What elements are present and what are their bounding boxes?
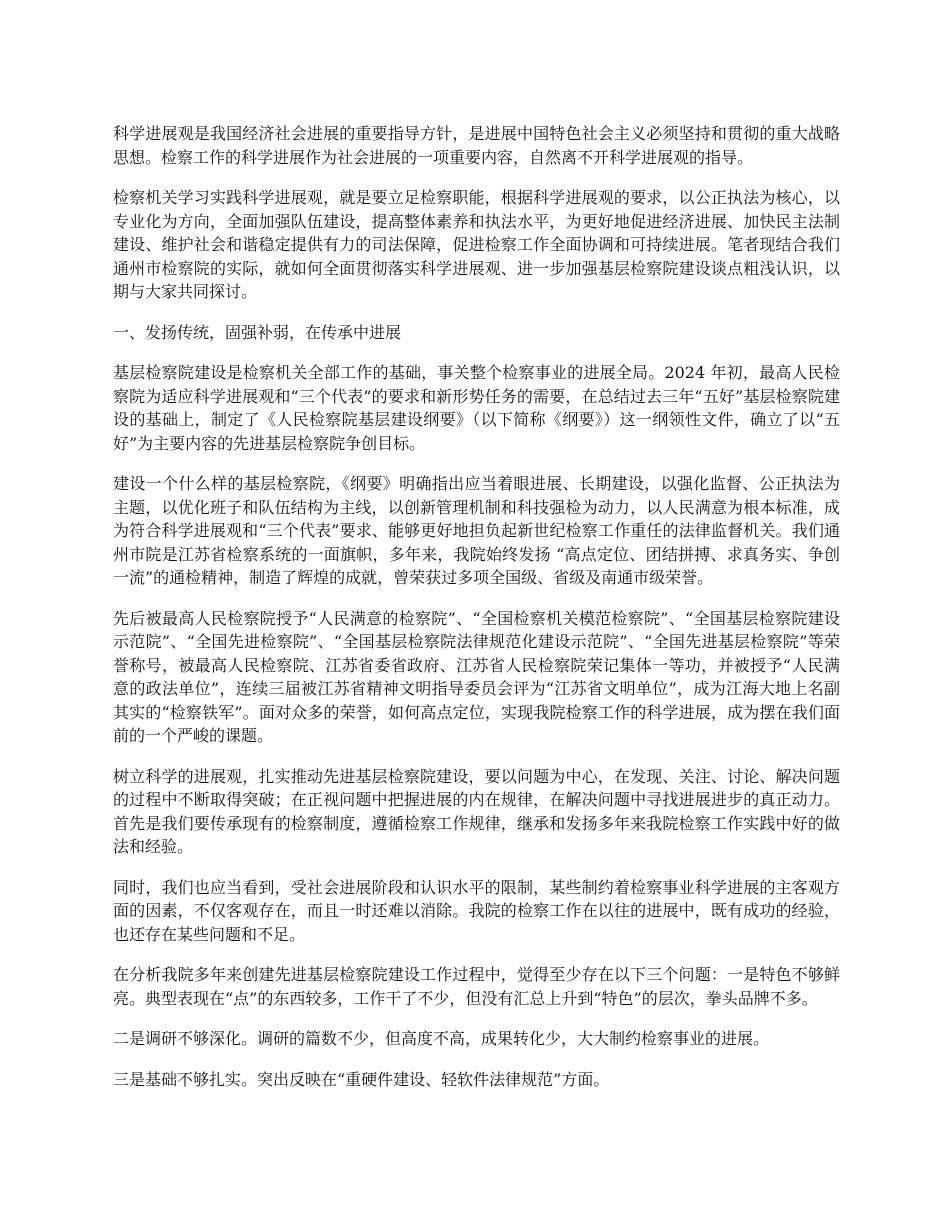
paragraph-research-depth: 二是调研不够深化。调研的篇数不少，但高度不高，成果转化少，大大制约检察事业的进展。 [113, 1029, 770, 1048]
paragraph-constraints: 同时，我们也应当看到，受社会进展阶段和认识水平的限制，某些制约着检察事业科学进展的主客观方面的因素，不仅客观存在，而且一时还难以消除。我院的检察工作在以往的进展中，既有成功的经验，也还存在某些问题和不足。 [113, 877, 840, 944]
paragraph-three-problems: 在分析我院多年来创建先进基层检察院建设工作过程中，觉得至少存在以下三个问题：一是特色不够鲜亮。典型表现在“点”的东西较多，工作干了不少，但没有汇总上升到“特色”的层次，拳头品牌不多。 [113, 965, 840, 1008]
paragraph-intro: 科学进展观是我国经济社会进展的重要指导方针，是进展中国特色社会主义必须坚持和贯彻的重大战略思想。检察工作的科学进展作为社会进展的一项重要内容，自然离不开科学进展观的指导。 [113, 124, 840, 167]
paragraph-problem-centered: 树立科学的进展观，扎实推动先进基层检察院建设，要以问题为中心，在发现、关注、讨论、解决问题的过程中不断取得突破；在正视问题中把握进展的内在规律，在解决问题中寻找进展进步的真正动力。首先是我们要传承现有的检察制度，遵循检察工作规律，继承和发扬多年来我院检察工作实践中好的做法和经验。 [113, 766, 840, 856]
section-heading-1: 一、发扬传统，固强补弱，在传承中进展 [113, 322, 402, 342]
paragraph-foundation: 三是基础不够扎实。突出反映在“重硬件建设、轻软件法律规范”方面。 [113, 1069, 610, 1089]
paragraph-honors: 先后被最高人民检察院授予“人民满意的检察院”、“全国检察机关模范检察院”、“全国基层检察院建设示范院”、“全国先进检察院”、“全国基层检察院法律规范化建设示范院”、“全国先进基层检察院”等荣誉称号，被最高人民检察院、江苏省委省政府、江苏省人民检察院荣记集体一等功，并被授予“人民满意的政法单位”，连续三届被江苏省精神文明指导委员会评为“江苏省文明单位”，成为江海大地上名副其实的“检察铁军”。面对众多的荣誉，如何高点定位，实现我院检察工作的科学进展，成为摆在我们面前的一个严峻的课题。 [113, 608, 840, 745]
paragraph-study-practice: 检察机关学习实践科学进展观，就是要立足检察职能，根据科学进展观的要求，以公正执法为核心，以专业化为方向，全面加强队伍建设，提高整体素养和执法水平，为更好地促进经济进展、加快民主法制建设、维护社会和谐稳定提供有力的司法保障，促进检察工作全面协调和可持续进展。笔者现结合我们通州市检察院的实际，就如何全面贯彻落实科学进展观、进一步加强基层检察院建设谈点粗浅认识，以期与大家共同探讨。 [113, 188, 840, 301]
paragraph-what-kind-of-procuratorate: 建设一个什么样的基层检察院，《纲要》明确指出应当着眼进展、长期建设，以强化监督、公正执法为主题，以优化班子和队伍结构为主线，以创新管理机制和科技强检为动力，以人民满意为根本标准，成为符合科学进展观和“三个代表”要求、能够更好地担负起新世纪检察工作重任的法律监督机关。我们通州市院是江苏省检察系统的一面旗帜，多年来，我院始终发扬 “高点定位、团结拼搏、求真务实、争创一流”的通检精神，制造了辉煌的成就，曾荣获过多项全国级、省级及南通市级荣誉。 [113, 474, 840, 587]
paragraph-grassroots-foundation: 基层检察院建设是检察机关全部工作的基础，事关整个检察事业的进展全局。2024 年初，最高人民检察院为适应科学进展观和“三个代表”的要求和新形势任务的需要，在总结过去三年“五好”基层检察院建设的基础上，制定了《人民检察院基层建设纲要》（以下简称《纲要》）这一纲领性文件，确立了以“五好”为主要内容的先进基层检察院争创目标。 [113, 363, 840, 453]
document-body [113, 122, 840, 1108]
